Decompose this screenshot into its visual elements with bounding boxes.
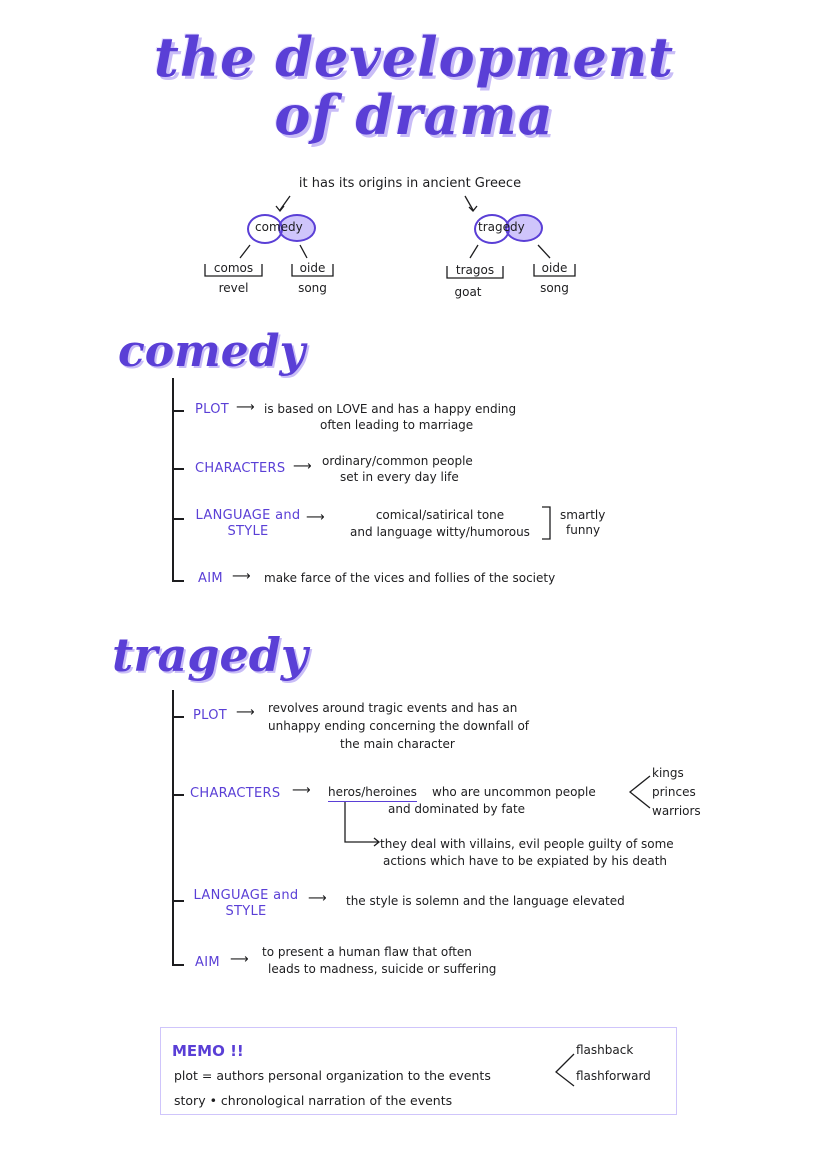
comedy-plot-text-2: often leading to marriage: [320, 418, 474, 432]
comedy-language-label: [188, 508, 308, 540]
tragedy-language-arrow: ⟶: [308, 891, 327, 906]
comedy-aim-arrow: ⟶: [232, 569, 251, 584]
tragedy-side-kings: kings: [652, 766, 684, 780]
comedy-aim-label: AIM: [198, 571, 223, 586]
tragedy-branch-aim: [172, 964, 184, 966]
tragedy-plot-text-1: revolves around tragic events and has an: [268, 701, 518, 715]
memo-title: MEMO !!: [172, 1042, 244, 1060]
title-line-1: the development: [153, 25, 675, 89]
root-comos: comos: [213, 261, 254, 275]
root-song-comedy: song: [298, 281, 327, 295]
tragedy-plot-label: PLOT: [193, 708, 227, 723]
tragedy-characters-arrow: ⟶: [292, 783, 311, 798]
tragedy-language-label: [186, 888, 306, 920]
tragedy-side-princes: princes: [652, 785, 696, 799]
origin-arrows: [0, 0, 828, 320]
comedy-tree-line: [172, 378, 174, 580]
root-oide-tragedy: oide: [541, 261, 568, 275]
comedy-plot-arrow: ⟶: [236, 400, 255, 415]
tragedy-plot-text-2: unhappy ending concerning the downfall of: [268, 719, 530, 733]
tragedy-characters-fork: [626, 772, 652, 812]
comedy-language-label-2: STYLE: [227, 524, 269, 539]
root-oide-comedy: oide: [299, 261, 326, 275]
memo-option-flashback: flashback: [576, 1043, 634, 1057]
comedy-plot-label: PLOT: [195, 402, 229, 417]
memo-plot-line: plot = authors personal organization to the events: [174, 1068, 491, 1083]
comedy-language-text-1: comical/satirical tone: [375, 508, 505, 522]
tragedy-side-warriors: warriors: [652, 804, 701, 818]
tragedy-aim-arrow: ⟶: [230, 952, 249, 967]
comedy-language-side-2: funny: [566, 523, 601, 537]
tragedy-villains-text-1: they deal with villains, evil people guilty of some: [380, 837, 674, 851]
tragedy-characters-text-1: who are uncommon people: [432, 785, 596, 799]
comedy-language-arrow: ⟶: [306, 510, 325, 525]
comedy-language-side-1: smartly: [560, 508, 606, 522]
memo-option-flashforward: flashforward: [576, 1069, 651, 1083]
title-line-2: of drama: [274, 83, 554, 147]
root-song-tragedy: song: [540, 281, 569, 295]
tragedy-branch-characters: [172, 794, 184, 796]
comedy-plot-text-1: is based on LOVE and has a happy ending: [264, 402, 517, 416]
tragedy-aim-label: AIM: [195, 955, 220, 970]
root-goat: goat: [454, 285, 482, 299]
origin-tragedy-word: tragedy: [478, 220, 525, 234]
root-tragos: tragos: [455, 263, 495, 277]
comedy-language-text-2: and language witty/humorous: [350, 525, 530, 539]
tragedy-characters-text-2: and dominated by fate: [388, 802, 526, 816]
tragedy-branch-language: [172, 900, 184, 902]
tragedy-aim-text-1: to present a human flaw that often: [262, 945, 472, 959]
tragedy-villains-text-2: actions which have to be expiated by his death: [383, 854, 668, 868]
tragedy-aim-text-2: leads to madness, suicide or suffering: [268, 962, 497, 976]
comedy-branch-plot: [172, 410, 184, 412]
tragedy-plot-text-3: the main character: [340, 737, 455, 751]
comedy-heading: comedy: [118, 326, 306, 377]
comedy-characters-arrow: ⟶: [293, 459, 312, 474]
tragedy-heading: tragedy: [112, 628, 308, 682]
comedy-characters-label: CHARACTERS: [195, 461, 286, 476]
tragedy-language-label-1: LANGUAGE and: [193, 888, 299, 903]
comedy-aim-text: make farce of the vices and follies of the society: [264, 571, 556, 585]
root-revel: revel: [218, 281, 249, 295]
tragedy-characters-heroes: heros/heroines: [328, 784, 417, 802]
tragedy-branch-plot: [172, 716, 184, 718]
comedy-characters-text-2: set in every day life: [340, 470, 459, 484]
comedy-branch-aim: [172, 580, 184, 582]
tragedy-language-text: the style is solemn and the language elevated: [346, 894, 625, 908]
tragedy-characters-label: CHARACTERS: [190, 786, 281, 801]
comedy-characters-text-1: ordinary/common people: [322, 454, 473, 468]
tragedy-tree-line: [172, 690, 174, 964]
memo-fork: [552, 1050, 576, 1090]
memo-story-line: story • chronological narration of the events: [174, 1093, 453, 1108]
comedy-branch-language: [172, 518, 184, 520]
comedy-branch-characters: [172, 468, 184, 470]
comedy-language-bracket: [540, 505, 556, 543]
origin-comedy-word: comedy: [255, 220, 303, 234]
tragedy-language-label-2: STYLE: [225, 904, 267, 919]
origin-text: it has its origins in ancient Greece: [298, 176, 522, 191]
tragedy-plot-arrow: ⟶: [236, 705, 255, 720]
comedy-language-label-1: LANGUAGE and: [195, 508, 301, 523]
